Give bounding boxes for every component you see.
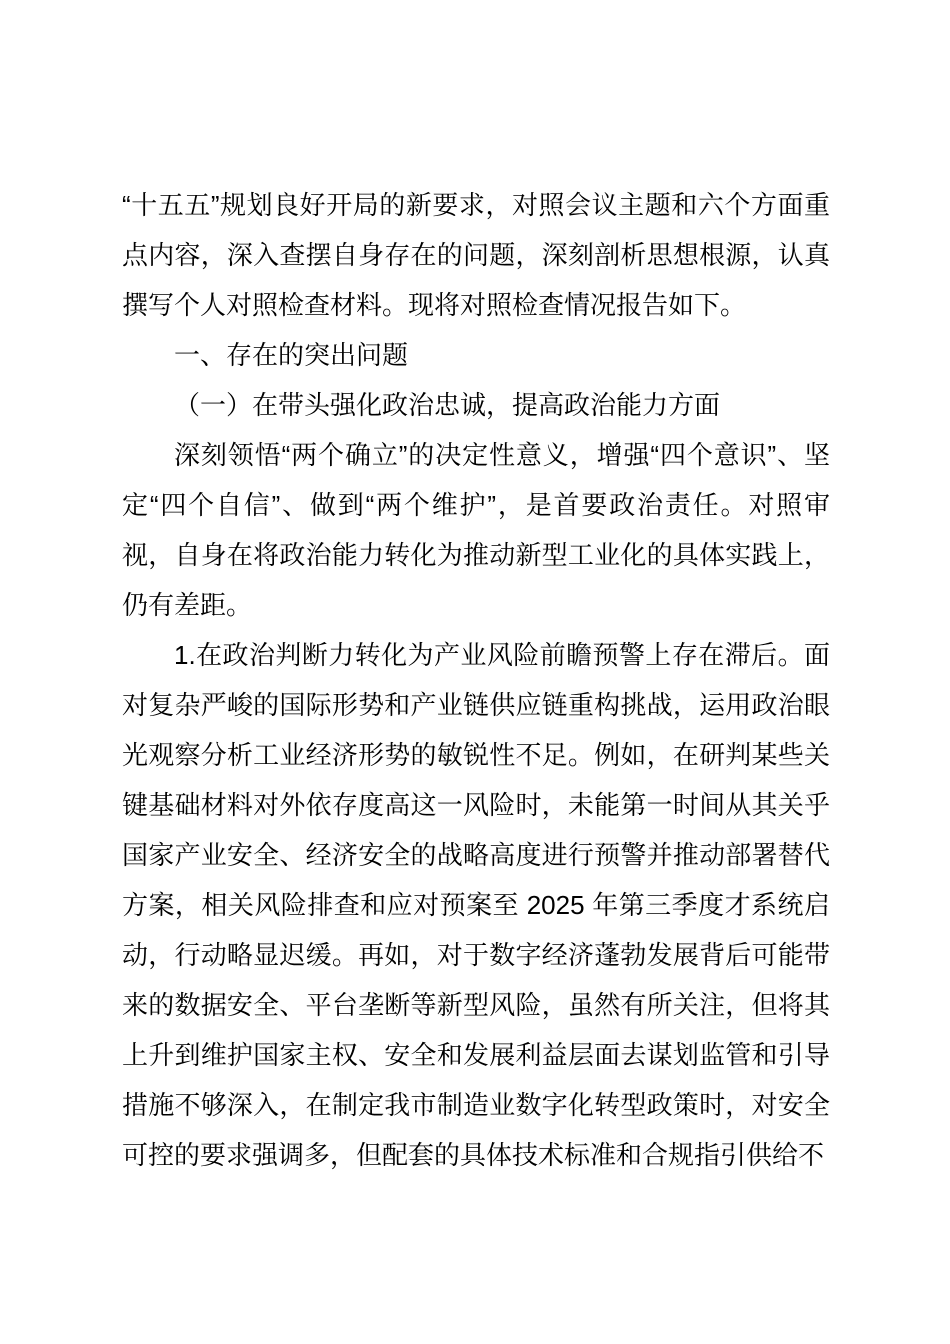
heading-subsection-1-1-political-loyalty: （一）在带头强化政治忠诚，提高政治能力方面 <box>174 390 721 420</box>
paragraph-problem-1-risk-early-warning: 1.在政治判断力转化为产业风险前瞻预警上存在滞后。面对复杂严峻的国际形势和产业链供应链重构挑战，运用政治眼光观察分析工业经济形势的敏锐性不足。例如，在研判某些关键基础材料对外依存度高这一风险时，未能第一时间从其关乎国家产业安全、经济安全的战略高度进行预警并推动部署替代方案，相关风险排查和应对预案至 2025 年第三季度才系统启动，行动略显迟缓。再如，对于数字经济蓬勃发展背后可能带来的数据安全、平台垄断等新型风险，虽然有所关注，但将其上升到维护国家主权、安全和发展利益层面去谋划监管和引导措施不够深入，在制定我市制造业数字化转型政策时，对安全可控的要求强调多，但配套的具体技术标准和合规指引供给不 <box>122 640 830 1170</box>
paragraph-political-loyalty-overview: 深刻领悟“两个确立”的决定性意义，增强“四个意识”、坚定“四个自信”、做到“两个维护”，是首要政治责任。对照审视，自身在将政治能力转化为推动新型工业化的具体实践上，仍有差距。 <box>122 440 830 620</box>
heading-section-1-problems: 一、存在的突出问题 <box>174 340 409 370</box>
paragraph-intro-continued: “十五五”规划良好开局的新要求，对照会议主题和六个方面重点内容，深入查摆自身存在的问题，深刻剖析思想根源，认真撰写个人对照检查材料。现将对照检查情况报告如下。 <box>122 190 830 320</box>
